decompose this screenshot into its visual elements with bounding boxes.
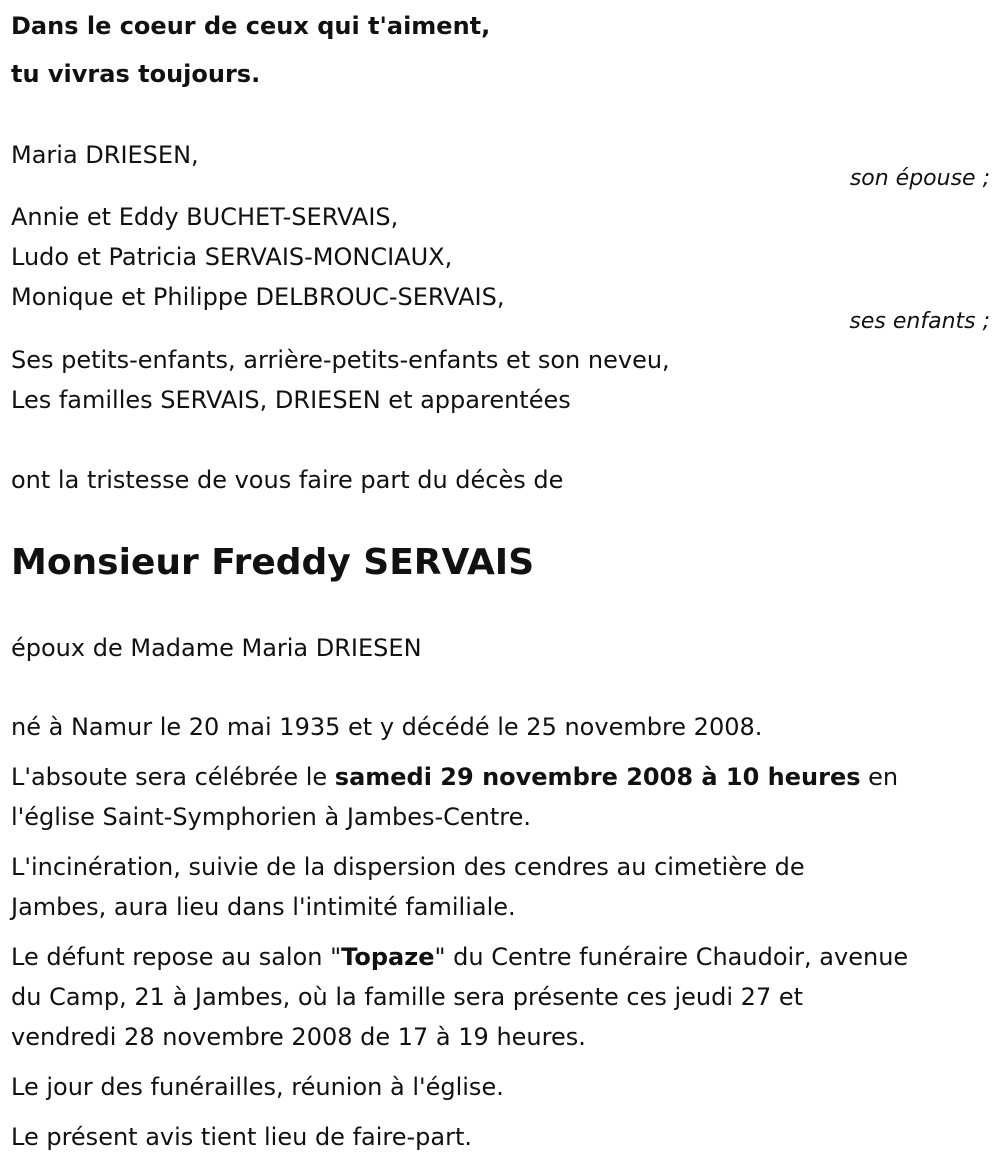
deceased-name: Monsieur Freddy SERVAIS xyxy=(11,542,535,583)
absoute-before: L'absoute sera célébrée le xyxy=(11,763,335,791)
family-line-2: Les familles SERVAIS, DRIESEN et apparentées xyxy=(11,386,571,414)
child-name-2: Ludo et Patricia SERVAIS-MONCIAUX, xyxy=(11,243,453,271)
announcement: ont la tristesse de vous faire part du décès de xyxy=(11,466,564,494)
child-name-1: Annie et Eddy BUCHET-SERVAIS, xyxy=(11,203,399,231)
rest-line-3: vendredi 28 novembre 2008 de 17 à 19 heures. xyxy=(11,1023,586,1051)
rest-line-1 xyxy=(11,943,908,971)
salon-name: Topaze xyxy=(341,943,435,971)
spouse-of: époux de Madame Maria DRIESEN xyxy=(11,634,422,662)
children-role: ses enfants ; xyxy=(849,309,990,334)
notice: Le présent avis tient lieu de faire-part. xyxy=(11,1123,473,1151)
absoute-date-time: samedi 29 novembre 2008 à 10 heures xyxy=(334,763,861,791)
rest-before: Le défunt repose au salon " xyxy=(11,943,342,971)
family-line-1: Ses petits-enfants, arrière-petits-enfants et son neveu, xyxy=(11,346,670,374)
absoute-line-2: l'église Saint-Symphorien à Jambes-Centre. xyxy=(11,803,532,831)
cremation-line-2: Jambes, aura lieu dans l'intimité familiale. xyxy=(11,893,516,921)
rest-after: " du Centre funéraire Chaudoir, avenue xyxy=(434,943,909,971)
birth-death: né à Namur le 20 mai 1935 et y décédé le 25 novembre 2008. xyxy=(11,713,763,741)
spouse-role: son épouse ; xyxy=(849,166,990,191)
motto-line-2: tu vivras toujours. xyxy=(11,60,261,88)
rest-line-2: du Camp, 21 à Jambes, où la famille sera présente ces jeudi 27 et xyxy=(11,983,804,1011)
absoute-after: en xyxy=(860,763,899,791)
cremation-line-1: L'incinération, suivie de la dispersion des cendres au cimetière de xyxy=(11,853,805,881)
child-name-3: Monique et Philippe DELBROUC-SERVAIS, xyxy=(11,283,505,311)
absoute-line-1 xyxy=(11,763,898,791)
spouse-name: Maria DRIESEN, xyxy=(11,141,199,169)
funeral-day: Le jour des funérailles, réunion à l'église. xyxy=(11,1073,504,1101)
motto-line-1: Dans le coeur de ceux qui t'aiment, xyxy=(11,12,491,40)
